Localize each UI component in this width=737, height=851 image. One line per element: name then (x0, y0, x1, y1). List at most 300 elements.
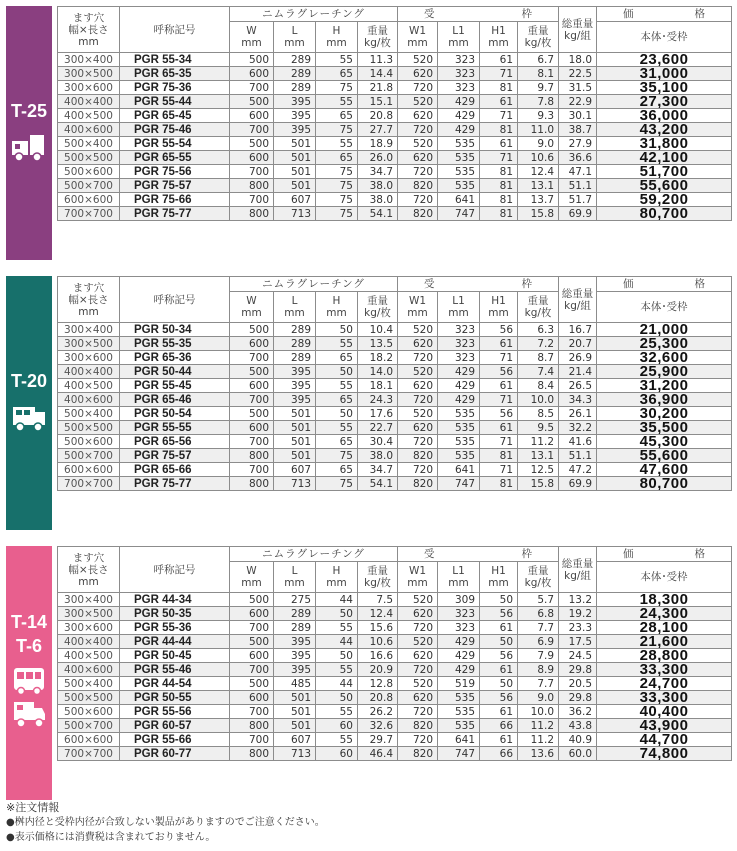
l-cell: 713 (274, 477, 316, 491)
table-row (58, 67, 732, 81)
code-cell: PGR 50-45 (120, 649, 230, 663)
w-cell: 700 (230, 123, 274, 137)
section-t25 (6, 6, 731, 260)
weight-cell: 14.0 (358, 365, 398, 379)
l1-cell: 641 (438, 733, 480, 747)
total-weight-cell: 69.9 (559, 477, 597, 491)
table-row (58, 593, 732, 607)
w1-cell: 520 (398, 137, 438, 151)
table-row (58, 109, 732, 123)
size-cell: 400×500 (58, 649, 120, 663)
total-weight-cell: 38.7 (559, 123, 597, 137)
code-cell: PGR 60-77 (120, 747, 230, 761)
h-cell: 55 (316, 663, 358, 677)
price-cell: 40,400 (597, 705, 732, 719)
weight-cell: 17.6 (358, 407, 398, 421)
h-cell: 65 (316, 435, 358, 449)
total-weight-cell: 18.0 (559, 53, 597, 67)
h1-cell: 71 (480, 463, 518, 477)
code-cell: PGR 55-45 (120, 379, 230, 393)
l1-cell: 519 (438, 677, 480, 691)
l1-cell: 641 (438, 193, 480, 207)
l-cell: 289 (274, 323, 316, 337)
weight-cell: 27.7 (358, 123, 398, 137)
total-weight-cell: 29.8 (559, 691, 597, 705)
price-cell: 43,200 (597, 123, 732, 137)
w-cell: 600 (230, 379, 274, 393)
code-header: 呼称記号 (120, 547, 230, 593)
weight-header: 重量 kg/枚 (358, 292, 398, 323)
w1-cell: 820 (398, 477, 438, 491)
price-cell: 45,300 (597, 435, 732, 449)
frame-weight-cell: 10.0 (518, 705, 559, 719)
weight-cell: 11.3 (358, 53, 398, 67)
l-cell: 501 (274, 137, 316, 151)
table-row (58, 449, 732, 463)
h-header: H mm (316, 22, 358, 53)
grating-group-header: ニムラグレーチング (230, 7, 398, 22)
price-cell: 55,600 (597, 449, 732, 463)
frame-weight-cell: 7.7 (518, 621, 559, 635)
size-cell: 300×400 (58, 53, 120, 67)
weight-cell: 12.8 (358, 677, 398, 691)
l1-cell: 747 (438, 747, 480, 761)
total-weight-cell: 43.8 (559, 719, 597, 733)
table-row (58, 179, 732, 193)
weight-cell: 16.6 (358, 649, 398, 663)
l-cell: 289 (274, 67, 316, 81)
total-weight-header: 総重量 kg/組 (559, 547, 597, 593)
code-header: 呼称記号 (120, 277, 230, 323)
h-cell: 65 (316, 393, 358, 407)
weight-cell: 26.0 (358, 151, 398, 165)
h-cell: 50 (316, 323, 358, 337)
h1-cell: 66 (480, 719, 518, 733)
w1-header: W1 mm (398, 22, 438, 53)
table-row (58, 137, 732, 151)
l1-header: L1 mm (438, 22, 480, 53)
frame-weight-cell: 8.1 (518, 67, 559, 81)
total-weight-cell: 21.4 (559, 365, 597, 379)
weight-cell: 15.1 (358, 95, 398, 109)
l-cell: 395 (274, 95, 316, 109)
load-class-tab (6, 546, 52, 800)
w1-cell: 620 (398, 691, 438, 705)
w-cell: 700 (230, 733, 274, 747)
l1-cell: 747 (438, 207, 480, 221)
code-cell: PGR 55-36 (120, 621, 230, 635)
w-cell: 700 (230, 621, 274, 635)
table-row (58, 165, 732, 179)
price-cell: 35,500 (597, 421, 732, 435)
code-cell: PGR 65-66 (120, 463, 230, 477)
l1-cell: 641 (438, 463, 480, 477)
price-cell: 24,300 (597, 607, 732, 621)
weight-cell: 20.9 (358, 663, 398, 677)
frame-group-header: 受 枠 (398, 7, 559, 22)
price-cell: 21,000 (597, 323, 732, 337)
l1-cell: 535 (438, 151, 480, 165)
table-row (58, 151, 732, 165)
l-cell: 395 (274, 379, 316, 393)
price-cell: 27,300 (597, 95, 732, 109)
h1-cell: 66 (480, 747, 518, 761)
h1-cell: 71 (480, 109, 518, 123)
l1-cell: 323 (438, 621, 480, 635)
frame-weight-cell: 9.3 (518, 109, 559, 123)
h-cell: 50 (316, 607, 358, 621)
l-cell: 395 (274, 635, 316, 649)
weight-cell: 38.0 (358, 179, 398, 193)
price-group-header: 価 格 (597, 547, 732, 562)
frame-weight-cell: 8.4 (518, 379, 559, 393)
h-cell: 75 (316, 477, 358, 491)
price-cell: 28,800 (597, 649, 732, 663)
w-cell: 700 (230, 393, 274, 407)
frame-weight-cell: 7.9 (518, 649, 559, 663)
size-cell: 500×400 (58, 137, 120, 151)
size-cell: 500×400 (58, 677, 120, 691)
h-cell: 55 (316, 733, 358, 747)
size-cell: 300×500 (58, 337, 120, 351)
code-cell: PGR 65-36 (120, 351, 230, 365)
frame-weight-cell: 11.2 (518, 733, 559, 747)
code-cell: PGR 65-46 (120, 393, 230, 407)
l1-cell: 309 (438, 593, 480, 607)
frame-weight-cell: 9.7 (518, 81, 559, 95)
l-cell: 501 (274, 421, 316, 435)
section-t14-t6 (6, 546, 731, 800)
total-weight-cell: 36.6 (559, 151, 597, 165)
total-weight-cell: 60.0 (559, 747, 597, 761)
w-cell: 500 (230, 137, 274, 151)
table-row (58, 649, 732, 663)
w1-cell: 620 (398, 649, 438, 663)
w1-cell: 720 (398, 165, 438, 179)
w1-cell: 520 (398, 53, 438, 67)
table-row (58, 393, 732, 407)
price-cell: 25,900 (597, 365, 732, 379)
code-cell: PGR 50-34 (120, 323, 230, 337)
h1-cell: 50 (480, 593, 518, 607)
code-cell: PGR 55-46 (120, 663, 230, 677)
code-cell: PGR 55-66 (120, 733, 230, 747)
size-cell: 600×600 (58, 733, 120, 747)
w-header: W mm (230, 22, 274, 53)
h1-cell: 81 (480, 165, 518, 179)
h-cell: 75 (316, 179, 358, 193)
table-row (58, 407, 732, 421)
weight-cell: 38.0 (358, 449, 398, 463)
h-cell: 55 (316, 337, 358, 351)
code-cell: PGR 75-66 (120, 193, 230, 207)
price-cell: 31,800 (597, 137, 732, 151)
total-weight-cell: 40.9 (559, 733, 597, 747)
frame-weight-cell: 11.2 (518, 719, 559, 733)
size-cell: 500×500 (58, 421, 120, 435)
code-cell: PGR 60-57 (120, 719, 230, 733)
l-cell: 501 (274, 691, 316, 705)
l1-cell: 323 (438, 337, 480, 351)
l1-cell: 535 (438, 421, 480, 435)
frame-weight-cell: 9.0 (518, 137, 559, 151)
frame-weight-cell: 6.3 (518, 323, 559, 337)
l1-cell: 323 (438, 81, 480, 95)
size-cell: 300×500 (58, 607, 120, 621)
w1-cell: 820 (398, 449, 438, 463)
w-cell: 700 (230, 351, 274, 365)
h1-cell: 56 (480, 407, 518, 421)
l-header: L mm (274, 562, 316, 593)
l1-cell: 535 (438, 691, 480, 705)
price-table (57, 546, 732, 761)
w1-cell: 620 (398, 607, 438, 621)
w-cell: 700 (230, 193, 274, 207)
total-weight-cell: 41.6 (559, 435, 597, 449)
l-cell: 289 (274, 81, 316, 95)
code-cell: PGR 75-57 (120, 449, 230, 463)
total-weight-cell: 22.5 (559, 67, 597, 81)
table-row (58, 81, 732, 95)
w-cell: 500 (230, 95, 274, 109)
w1-cell: 520 (398, 635, 438, 649)
l1-cell: 535 (438, 435, 480, 449)
total-weight-cell: 51.1 (559, 179, 597, 193)
size-cell: 400×600 (58, 393, 120, 407)
l1-cell: 535 (438, 719, 480, 733)
frame-weight-cell: 7.7 (518, 677, 559, 691)
code-cell: PGR 55-34 (120, 53, 230, 67)
frame-group-header: 受 枠 (398, 277, 559, 292)
frame-weight-cell: 8.9 (518, 663, 559, 677)
w-cell: 500 (230, 323, 274, 337)
code-cell: PGR 44-44 (120, 635, 230, 649)
weight-cell: 20.8 (358, 109, 398, 123)
h1-cell: 81 (480, 123, 518, 137)
load-class-tab (6, 6, 52, 260)
w1-cell: 720 (398, 193, 438, 207)
frame-weight-cell: 15.8 (518, 477, 559, 491)
size-cell: 400×600 (58, 663, 120, 677)
frame-weight-cell: 9.5 (518, 421, 559, 435)
h1-cell: 71 (480, 351, 518, 365)
w-cell: 700 (230, 435, 274, 449)
frame-weight-cell: 15.8 (518, 207, 559, 221)
table-row (58, 677, 732, 691)
w-cell: 800 (230, 477, 274, 491)
frame-weight-cell: 13.7 (518, 193, 559, 207)
price-cell: 74,800 (597, 747, 732, 761)
price-cell: 80,700 (597, 207, 732, 221)
l-cell: 501 (274, 705, 316, 719)
price-cell: 35,100 (597, 81, 732, 95)
load-class-label: T-20 (10, 371, 48, 391)
notes-title: ※注文情報 (6, 801, 60, 814)
frame-weight-header: 重量 kg/枚 (518, 562, 559, 593)
price-cell: 31,000 (597, 67, 732, 81)
w-cell: 800 (230, 207, 274, 221)
l1-cell: 429 (438, 663, 480, 677)
code-cell: PGR 65-45 (120, 109, 230, 123)
h1-header: H1 mm (480, 562, 518, 593)
load-class-tab (6, 276, 52, 530)
size-cell: 500×700 (58, 179, 120, 193)
l-cell: 607 (274, 463, 316, 477)
h1-cell: 61 (480, 421, 518, 435)
size-header: ます穴 幅×長さ mm (58, 547, 120, 593)
frame-weight-cell: 11.0 (518, 123, 559, 137)
price-cell: 42,100 (597, 151, 732, 165)
size-cell: 400×500 (58, 379, 120, 393)
total-weight-cell: 51.1 (559, 449, 597, 463)
l1-cell: 535 (438, 179, 480, 193)
w1-cell: 620 (398, 421, 438, 435)
code-cell: PGR 75-57 (120, 179, 230, 193)
weight-cell: 26.2 (358, 705, 398, 719)
table-row (58, 747, 732, 761)
table-row (58, 477, 732, 491)
price-cell: 80,700 (597, 477, 732, 491)
weight-cell: 22.7 (358, 421, 398, 435)
total-weight-cell: 30.1 (559, 109, 597, 123)
weight-cell: 18.1 (358, 379, 398, 393)
l-cell: 485 (274, 677, 316, 691)
size-cell: 400×600 (58, 123, 120, 137)
l1-header: L1 mm (438, 292, 480, 323)
w1-cell: 720 (398, 351, 438, 365)
size-cell: 400×500 (58, 109, 120, 123)
h-cell: 75 (316, 165, 358, 179)
l-cell: 501 (274, 179, 316, 193)
frame-weight-cell: 7.4 (518, 365, 559, 379)
table-row (58, 435, 732, 449)
weight-cell: 38.0 (358, 193, 398, 207)
l1-cell: 535 (438, 165, 480, 179)
total-weight-cell: 34.3 (559, 393, 597, 407)
w-cell: 500 (230, 365, 274, 379)
size-cell: 300×600 (58, 621, 120, 635)
table-row (58, 663, 732, 677)
frame-weight-cell: 6.8 (518, 607, 559, 621)
w-cell: 500 (230, 407, 274, 421)
h-header: H mm (316, 562, 358, 593)
h-cell: 75 (316, 81, 358, 95)
code-cell: PGR 75-36 (120, 81, 230, 95)
total-weight-cell: 16.7 (559, 323, 597, 337)
code-cell: PGR 55-55 (120, 421, 230, 435)
h1-cell: 61 (480, 53, 518, 67)
size-cell: 600×600 (58, 193, 120, 207)
size-cell: 300×400 (58, 593, 120, 607)
frame-weight-cell: 10.0 (518, 393, 559, 407)
weight-cell: 7.5 (358, 593, 398, 607)
w1-cell: 620 (398, 109, 438, 123)
w-cell: 700 (230, 165, 274, 179)
h-cell: 55 (316, 705, 358, 719)
note-line: ●桝内径と受枠内径が合致しない製品がありますのでご注意ください。 (6, 817, 325, 828)
size-cell: 700×700 (58, 477, 120, 491)
grating-group-header: ニムラグレーチング (230, 277, 398, 292)
l-cell: 289 (274, 53, 316, 67)
w1-cell: 520 (398, 407, 438, 421)
weight-cell: 34.7 (358, 463, 398, 477)
size-cell: 500×600 (58, 435, 120, 449)
price-sub-header: 本体･受枠 (597, 22, 732, 53)
h-cell: 55 (316, 137, 358, 151)
w1-cell: 820 (398, 719, 438, 733)
price-sub-header: 本体･受枠 (597, 562, 732, 593)
weight-cell: 13.5 (358, 337, 398, 351)
w-cell: 500 (230, 53, 274, 67)
size-cell: 500×700 (58, 719, 120, 733)
l-cell: 395 (274, 365, 316, 379)
l-cell: 607 (274, 193, 316, 207)
weight-cell: 15.6 (358, 621, 398, 635)
l1-cell: 429 (438, 379, 480, 393)
total-weight-cell: 47.2 (559, 463, 597, 477)
table-row (58, 463, 732, 477)
h1-cell: 61 (480, 663, 518, 677)
w1-cell: 620 (398, 337, 438, 351)
l-cell: 275 (274, 593, 316, 607)
h1-header: H1 mm (480, 22, 518, 53)
total-weight-header: 総重量 kg/組 (559, 7, 597, 53)
size-cell: 400×400 (58, 365, 120, 379)
w1-cell: 720 (398, 621, 438, 635)
size-header: ます穴 幅×長さ mm (58, 277, 120, 323)
w-cell: 600 (230, 421, 274, 435)
total-weight-cell: 20.5 (559, 677, 597, 691)
code-cell: PGR 65-55 (120, 151, 230, 165)
note-line: ●表示価格には消費税は含まれておりません。 (6, 832, 216, 843)
h1-cell: 61 (480, 621, 518, 635)
l-cell: 289 (274, 621, 316, 635)
table-row (58, 421, 732, 435)
w1-header: W1 mm (398, 292, 438, 323)
table-row (58, 337, 732, 351)
w1-cell: 620 (398, 379, 438, 393)
h-cell: 55 (316, 621, 358, 635)
price-cell: 21,600 (597, 635, 732, 649)
l-cell: 289 (274, 337, 316, 351)
table-row (58, 733, 732, 747)
l-cell: 289 (274, 351, 316, 365)
size-cell: 300×600 (58, 81, 120, 95)
h-cell: 50 (316, 691, 358, 705)
bus-and-truck-icon (10, 666, 48, 736)
w-header: W mm (230, 562, 274, 593)
total-weight-cell: 13.2 (559, 593, 597, 607)
l1-cell: 535 (438, 407, 480, 421)
code-cell: PGR 55-44 (120, 95, 230, 109)
code-cell: PGR 75-46 (120, 123, 230, 137)
table-row (58, 719, 732, 733)
l-cell: 501 (274, 435, 316, 449)
frame-weight-cell: 9.0 (518, 691, 559, 705)
w-cell: 600 (230, 649, 274, 663)
weight-cell: 54.1 (358, 207, 398, 221)
size-cell: 300×600 (58, 351, 120, 365)
price-group-header: 価 格 (597, 277, 732, 292)
price-cell: 44,700 (597, 733, 732, 747)
price-cell: 36,000 (597, 109, 732, 123)
w-cell: 500 (230, 593, 274, 607)
total-weight-cell: 24.5 (559, 649, 597, 663)
code-header: 呼称記号 (120, 7, 230, 53)
h1-cell: 61 (480, 379, 518, 393)
w1-cell: 720 (398, 81, 438, 95)
l1-cell: 535 (438, 705, 480, 719)
